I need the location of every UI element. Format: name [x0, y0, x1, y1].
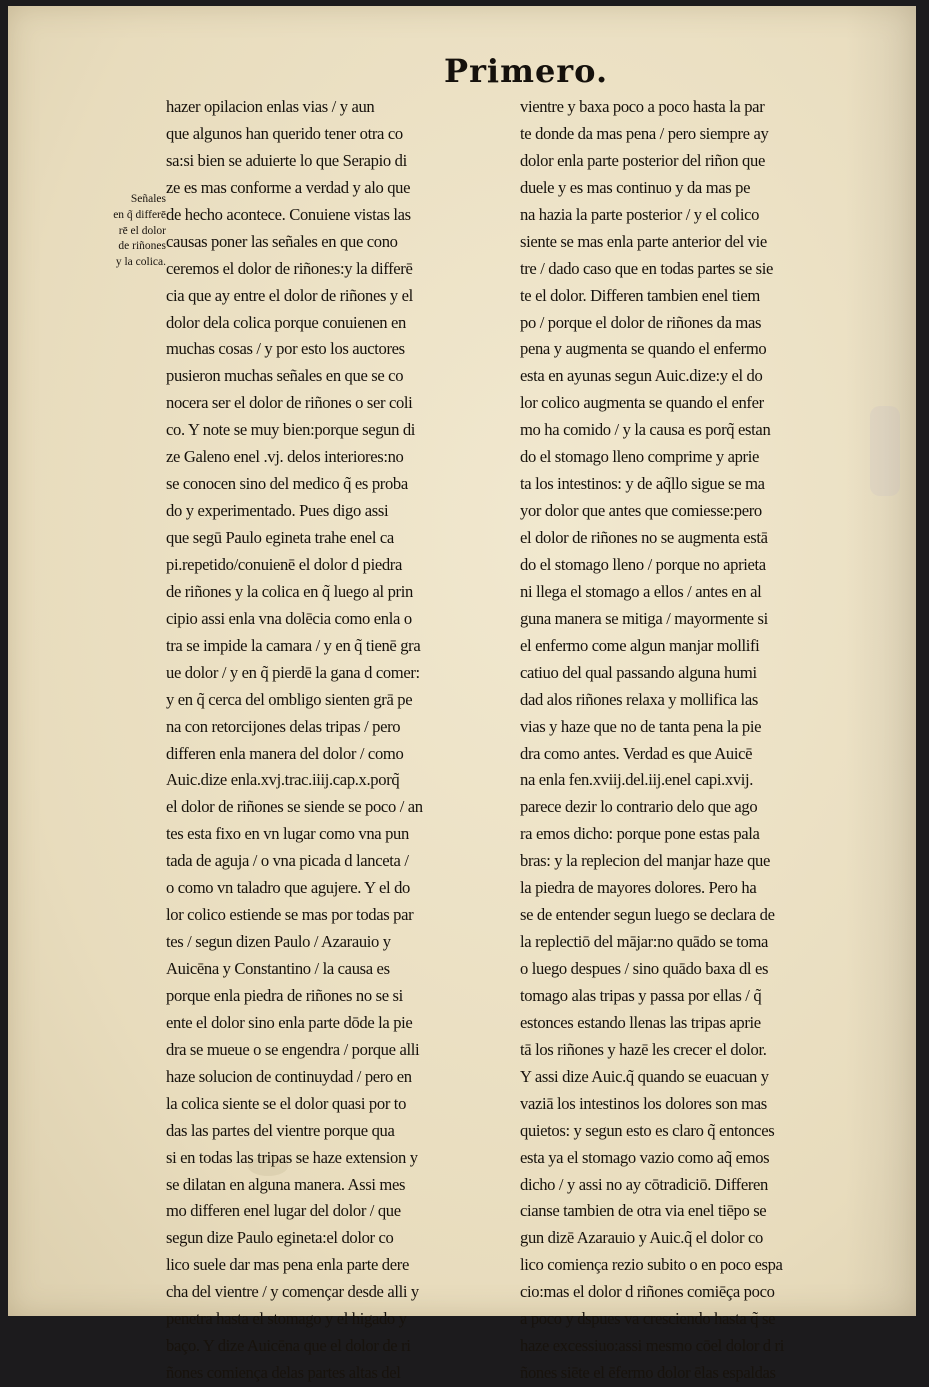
text-line: tada de aguja / o vna picada d lanceta / — [166, 851, 409, 871]
text-line: sa:si bien se aduierte lo que Serapio di — [166, 150, 407, 170]
text-line: na enla fen.xviij.del.iij.enel capi.xvij. — [520, 770, 754, 790]
text-line: das las partes del vientre porque qua — [166, 1120, 395, 1140]
text-line: vaziā los intestinos los dolores son mas — [520, 1093, 767, 1113]
text-line: guna manera se mitiga / mayormente si — [520, 608, 768, 628]
text-line: ñones siēte el ēfermo dolor ēlas espaldas — [520, 1363, 776, 1383]
book-page — [8, 6, 916, 1383]
text-line: lico comiença rezio subito o en poco espa — [520, 1255, 783, 1275]
text-line: haze excessiuo:assi mesmo cōel dolor d ri — [520, 1336, 784, 1356]
text-line: co. Y note se muy bien:porque segun di — [166, 420, 416, 440]
text-line: cio:mas el dolor d riñones comiēça poco — [520, 1282, 775, 1302]
marginal-note-line: Señales — [130, 193, 166, 205]
text-line: catiuo del qual passando alguna humi — [520, 662, 757, 682]
text-line: la colica siente se el dolor quasi por to — [166, 1093, 407, 1113]
text-line: tomago alas tripas y passa por ellas / q̃ — [520, 985, 762, 1005]
text-line: do y experimentado. Pues digo assi — [166, 501, 389, 521]
text-line: dolor enla parte posterior del riñon que — [520, 150, 765, 170]
text-line: cia que ay entre el dolor de riñones y el — [166, 285, 413, 305]
text-line: el enfermo come algun manjar mollifi — [520, 635, 760, 655]
ink-smudge — [870, 406, 900, 496]
text-line: bras: y la replecion del manjar haze que — [520, 851, 770, 871]
text-line: tre / dado caso que en todas partes se sie — [520, 258, 774, 278]
text-line: cha del vientre / y començar desde alli y — [166, 1282, 419, 1302]
text-line: segun dize Paulo egineta:el dolor co — [166, 1228, 394, 1248]
text-line: se dilatan en alguna manera. Assi mes — [166, 1174, 406, 1194]
text-line: baço. Y dize Auicēna que el dolor de ri — [166, 1336, 411, 1356]
text-line: estonces estando llenas las tripas aprie — [520, 1012, 761, 1032]
text-line: que algunos han querido tener otra co — [166, 123, 403, 143]
text-line: la replectiō del mājar:no quādo se toma — [520, 932, 769, 952]
text-line: lor colico estiende se mas por todas par — [166, 905, 414, 925]
marginal-note — [88, 192, 166, 271]
text-line: ze es mas conforme a verdad y alo que — [166, 177, 411, 197]
text-line: do el stomago lleno / porque no aprieta — [520, 554, 766, 574]
running-head: Primero. — [444, 52, 609, 90]
text-line: vientre y baxa poco a poco hasta la par — [520, 97, 765, 116]
text-line: se de entender segun luego se declara de — [520, 905, 775, 925]
text-line: ceremos el dolor de riñones:y la differē — [166, 258, 413, 278]
text-line: dolor dela colica porque conuienen en — [166, 312, 406, 332]
text-line: duele y es mas continuo y da mas pe — [520, 177, 751, 197]
text-line: te donde da mas pena / pero siempre ay — [520, 123, 769, 143]
text-line: esta ya el stomago vazio como aq̃ emos — [520, 1147, 770, 1167]
text-line: mo ha comido / y la causa es porq̃ estan — [520, 420, 771, 440]
text-line: dra como antes. Verdad es que Auicē — [520, 743, 753, 763]
text-line: de riñones y la colica en q̃ luego al prin — [166, 581, 413, 601]
text-line: ñones comiença delas partes altas del — [166, 1363, 401, 1383]
text-line: hazer opilacion enlas vias / y aun — [166, 97, 375, 116]
left-text-column — [166, 94, 504, 1387]
text-line: se conocen sino del medico q̃ es proba — [166, 474, 408, 494]
text-line: a poco y dspues va cresciendo hasta q̃ se — [520, 1309, 776, 1329]
text-line: ue dolor / y en q̃ pierdē la gana d comer: — [166, 662, 420, 682]
text-line: siente se mas enla parte anterior del vie — [520, 231, 767, 251]
marginal-note-line: y la colica. — [115, 256, 166, 269]
text-line: lor colico augmenta se quando el enfer — [520, 393, 764, 413]
text-line: y en q̃ cerca del ombligo sienten grā pe — [166, 689, 413, 709]
text-line: que segū Paulo egineta trahe enel ca — [166, 528, 394, 547]
text-line: muchas cosas / y por esto los auctores — [166, 339, 405, 359]
text-line: o luego despues / sino quādo baxa dl es — [520, 959, 769, 978]
text-line: penetra hasta el stomago y el higado y — [166, 1309, 407, 1329]
right-text-column — [520, 94, 860, 1387]
text-line: pena y augmenta se quando el enfermo — [520, 339, 767, 359]
text-line: esta en ayunas segun Auic.dize:y el do — [520, 366, 763, 386]
text-line: pusieron muchas señales en que se co — [166, 366, 404, 386]
text-line: te el dolor. Differen tambien enel tiem — [520, 285, 760, 305]
text-line: gun dizē Azarauio y Auic.q̃ el dolor co — [520, 1228, 763, 1248]
text-line: quietos: y segun esto es claro q̃ entonces — [520, 1120, 775, 1140]
marginal-note-line: en q̃ differē — [113, 208, 166, 221]
text-line: causas poner las señales en que cono — [166, 231, 398, 251]
text-line: vias y haze que no de tanta pena la pie — [520, 716, 762, 736]
text-line: ra emos dicho: porque pone estas pala — [520, 824, 760, 844]
text-line: tes esta fixo en vn lugar como vna pun — [166, 824, 409, 844]
text-line: Y assi dize Auic.q̃ quando se euacuan y — [520, 1066, 769, 1086]
text-line: tā los riñones y hazē les crecer el dolor. — [520, 1039, 767, 1059]
text-line: dicho / y assi no ay cōtradiciō. Differen — [520, 1174, 768, 1194]
text-line: po / porque el dolor de riñones da mas — [520, 312, 762, 332]
marginal-note-line: rē el dolor — [118, 224, 166, 237]
text-line: o como vn taladro que agujere. Y el do — [166, 878, 410, 898]
text-line: si en todas las tripas se haze extension y — [166, 1147, 418, 1167]
text-line: yor dolor que antes que comiesse:pero — [520, 501, 762, 521]
text-line: ta los intestinos: y de aq̃llo sigue se ma — [520, 474, 765, 494]
text-line: na con retorcijones delas tripas / pero — [166, 716, 401, 736]
text-line: cipio assi enla vna dolēcia como enla o — [166, 608, 412, 628]
text-line: mo differen enel lugar del dolor / que — [166, 1201, 401, 1221]
text-line: ni llega el stomago a ellos / antes en al — [520, 581, 762, 601]
text-line: dra se mueue o se engendra / porque alli — [166, 1039, 420, 1059]
text-line: nocera ser el dolor de riñones o ser coli — [166, 393, 413, 413]
text-line: ze Galeno enel .vj. delos interiores:no — [166, 447, 404, 467]
text-line: el dolor de riñones no se augmenta estā — [520, 528, 768, 547]
text-line: na hazia la parte posterior / y el colico — [520, 204, 760, 224]
text-line: ente el dolor sino enla parte dōde la pie — [166, 1012, 413, 1032]
text-line: haze solucion de continuydad / pero en — [166, 1066, 412, 1086]
marginal-note-line: de riñones — [118, 240, 166, 253]
text-line: differen enla manera del dolor / como — [166, 743, 404, 763]
text-line: Auic.dize enla.xvj.trac.iiij.cap.x.porq̃ — [166, 770, 400, 790]
text-line: parece dezir lo contrario delo que ago — [520, 797, 758, 817]
text-line: tes / segun dizen Paulo / Azarauio y — [166, 932, 391, 952]
text-line: el dolor de riñones se siende se poco / an — [166, 797, 423, 817]
text-line: porque enla piedra de riñones no se si — [166, 985, 403, 1005]
text-line: dad alos riñones relaxa y mollifica las — [520, 689, 758, 709]
text-line: cianse tambien de otra via enel tiēpo se — [520, 1201, 767, 1221]
text-line: lico suele dar mas pena enla parte dere — [166, 1255, 409, 1275]
text-line: tra se impide la camara / y en q̃ tienē gra — [166, 635, 421, 655]
text-line: la piedra de mayores dolores. Pero ha — [520, 878, 757, 898]
text-line: do el stomago lleno comprime y aprie — [520, 447, 760, 467]
text-line: de hecho acontece. Conuiene vistas las — [166, 204, 411, 224]
text-line: pi.repetido/conuienē el dolor d piedra — [166, 554, 402, 574]
text-line: Auicēna y Constantino / la causa es — [166, 959, 390, 978]
